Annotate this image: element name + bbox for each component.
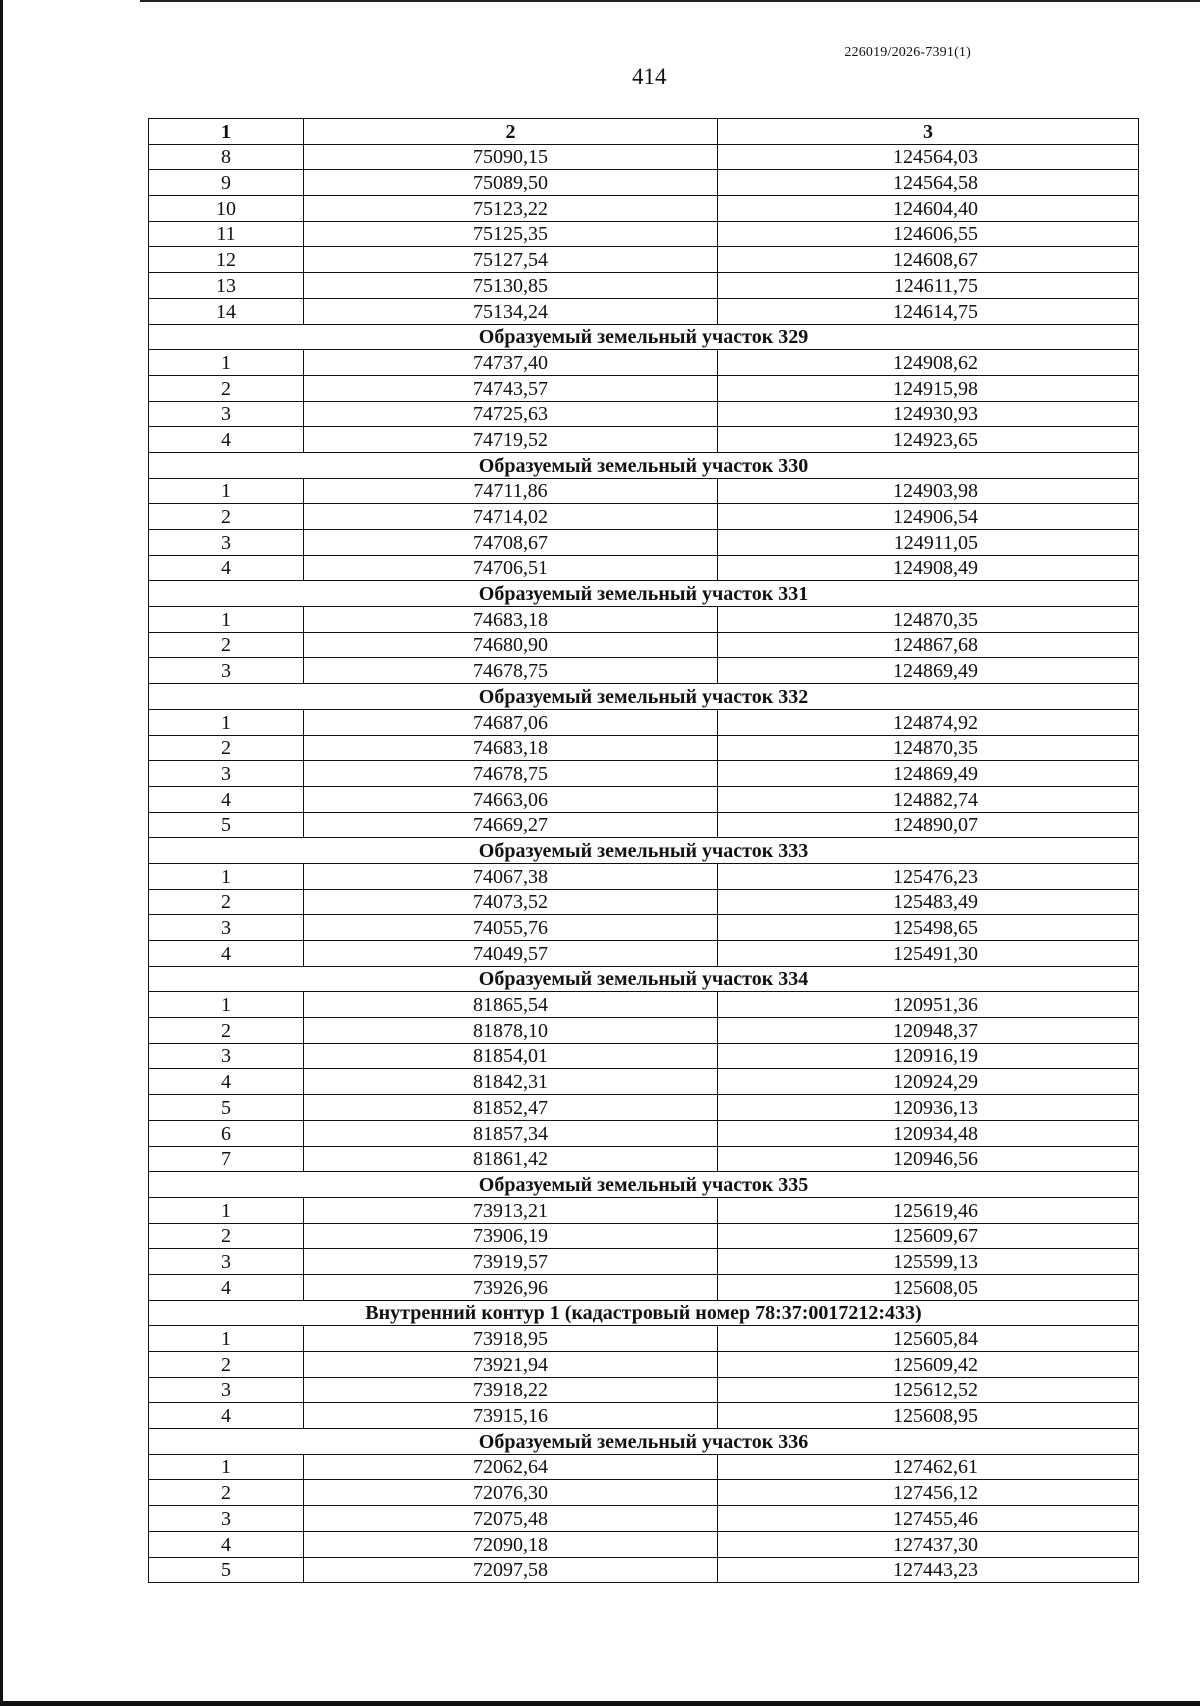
- point-number: 3: [149, 1377, 304, 1403]
- table-row: [149, 1018, 1139, 1044]
- point-number: 3: [149, 530, 304, 556]
- coordinate-x: 81861,42: [304, 1146, 718, 1172]
- document-number: 226019/2026-7391(1): [844, 45, 971, 60]
- table-row: [149, 1506, 1139, 1532]
- table-row: [149, 144, 1139, 170]
- table-row: [149, 196, 1139, 222]
- point-number: 1: [149, 992, 304, 1018]
- section-title-row: [149, 1172, 1139, 1198]
- coordinate-x: 81865,54: [304, 992, 718, 1018]
- coordinate-x: 74663,06: [304, 786, 718, 812]
- table-row: [149, 709, 1139, 735]
- table-row: [149, 786, 1139, 812]
- table-row: [149, 735, 1139, 761]
- coordinate-x: 74687,06: [304, 709, 718, 735]
- coordinate-y: 124611,75: [718, 273, 1139, 299]
- header-col-3: 3: [718, 119, 1139, 145]
- coordinate-y: 125476,23: [718, 863, 1139, 889]
- point-number: 2: [149, 1352, 304, 1378]
- section-title-row: [149, 838, 1139, 864]
- point-number: 3: [149, 761, 304, 787]
- table-row: [149, 941, 1139, 967]
- table-row: [149, 375, 1139, 401]
- coordinate-x: 74073,52: [304, 889, 718, 915]
- table-row: [149, 889, 1139, 915]
- coordinate-y: 120934,48: [718, 1120, 1139, 1146]
- coordinate-y: 124882,74: [718, 786, 1139, 812]
- section-title-row: [149, 324, 1139, 350]
- point-number: 1: [149, 1326, 304, 1352]
- point-number: 2: [149, 1018, 304, 1044]
- coordinate-y: 124870,35: [718, 735, 1139, 761]
- section-title: Образуемый земельный участок 335: [149, 1172, 1139, 1198]
- coordinate-x: 74725,63: [304, 401, 718, 427]
- coordinate-x: 73926,96: [304, 1274, 718, 1300]
- coordinate-y: 124908,49: [718, 555, 1139, 581]
- page-number: 414: [632, 64, 667, 89]
- section-title-row: [149, 452, 1139, 478]
- table-row: [149, 1274, 1139, 1300]
- point-number: 14: [149, 298, 304, 324]
- coordinate-y: 124606,55: [718, 221, 1139, 247]
- coordinate-x: 74708,67: [304, 530, 718, 556]
- coordinate-x: 75090,15: [304, 144, 718, 170]
- table-row: [149, 247, 1139, 273]
- coordinate-x: 74719,52: [304, 427, 718, 453]
- table-row: [149, 658, 1139, 684]
- point-number: 5: [149, 1095, 304, 1121]
- coordinate-y: 124869,49: [718, 658, 1139, 684]
- coordinate-x: 81842,31: [304, 1069, 718, 1095]
- coordinate-x: 75127,54: [304, 247, 718, 273]
- scan-border-top: [140, 0, 1200, 2]
- coordinate-x: 81878,10: [304, 1018, 718, 1044]
- coordinate-y: 124564,58: [718, 170, 1139, 196]
- point-number: 3: [149, 1043, 304, 1069]
- point-number: 1: [149, 478, 304, 504]
- table-row: [149, 427, 1139, 453]
- section-title-row: [149, 581, 1139, 607]
- point-number: 4: [149, 1403, 304, 1429]
- coordinate-x: 73921,94: [304, 1352, 718, 1378]
- coordinate-y: 124614,75: [718, 298, 1139, 324]
- point-number: 7: [149, 1146, 304, 1172]
- coordinate-y: 125483,49: [718, 889, 1139, 915]
- table-row: [149, 504, 1139, 530]
- section-title: Образуемый земельный участок 334: [149, 966, 1139, 992]
- section-title: Образуемый земельный участок 336: [149, 1429, 1139, 1455]
- scan-border-bottom: [0, 1701, 1200, 1706]
- table-row: [149, 401, 1139, 427]
- section-title: Образуемый земельный участок 331: [149, 581, 1139, 607]
- header-col-1: 1: [149, 119, 304, 145]
- coordinate-y: 124867,68: [718, 632, 1139, 658]
- coordinate-y: 124604,40: [718, 196, 1139, 222]
- point-number: 4: [149, 941, 304, 967]
- point-number: 3: [149, 1249, 304, 1275]
- coordinate-x: 74714,02: [304, 504, 718, 530]
- point-number: 9: [149, 170, 304, 196]
- coordinate-x: 74683,18: [304, 607, 718, 633]
- table-row: [149, 812, 1139, 838]
- point-number: 1: [149, 709, 304, 735]
- coordinate-x: 72076,30: [304, 1480, 718, 1506]
- coordinate-x: 73918,95: [304, 1326, 718, 1352]
- table-row: [149, 1069, 1139, 1095]
- coordinate-x: 74711,86: [304, 478, 718, 504]
- coordinate-x: 74669,27: [304, 812, 718, 838]
- table-header-row: [149, 119, 1139, 145]
- table-row: [149, 350, 1139, 376]
- coordinate-y: 125605,84: [718, 1326, 1139, 1352]
- coordinate-y: 124870,35: [718, 607, 1139, 633]
- point-number: 13: [149, 273, 304, 299]
- coordinate-y: 124874,92: [718, 709, 1139, 735]
- point-number: 10: [149, 196, 304, 222]
- coordinate-y: 125608,05: [718, 1274, 1139, 1300]
- coordinate-x: 73915,16: [304, 1403, 718, 1429]
- coordinate-y: 124564,03: [718, 144, 1139, 170]
- coordinate-y: 124903,98: [718, 478, 1139, 504]
- point-number: 2: [149, 1223, 304, 1249]
- coordinate-y: 127462,61: [718, 1454, 1139, 1480]
- table-row: [149, 1531, 1139, 1557]
- coordinate-y: 120916,19: [718, 1043, 1139, 1069]
- scan-border-left: [0, 0, 3, 1706]
- point-number: 4: [149, 786, 304, 812]
- table-row: [149, 1557, 1139, 1583]
- point-number: 1: [149, 607, 304, 633]
- point-number: 5: [149, 812, 304, 838]
- table-row: [149, 1326, 1139, 1352]
- table-body: [149, 144, 1139, 1583]
- point-number: 5: [149, 1557, 304, 1583]
- section-title: Образуемый земельный участок 333: [149, 838, 1139, 864]
- coordinate-x: 74067,38: [304, 863, 718, 889]
- section-title: Внутренний контур 1 (кадастровый номер 78:37:0017212:433): [149, 1300, 1139, 1326]
- coordinates-table: [148, 118, 1139, 1583]
- point-number: 1: [149, 1197, 304, 1223]
- coordinate-x: 81852,47: [304, 1095, 718, 1121]
- coordinate-x: 72062,64: [304, 1454, 718, 1480]
- table-row: [149, 1352, 1139, 1378]
- coordinate-x: 81854,01: [304, 1043, 718, 1069]
- coordinate-y: 124915,98: [718, 375, 1139, 401]
- point-number: 4: [149, 427, 304, 453]
- point-number: 2: [149, 632, 304, 658]
- table-row: [149, 1043, 1139, 1069]
- coordinate-y: 127437,30: [718, 1531, 1139, 1557]
- table-row: [149, 1146, 1139, 1172]
- coordinate-y: 125599,13: [718, 1249, 1139, 1275]
- point-number: 2: [149, 735, 304, 761]
- table-row: [149, 1249, 1139, 1275]
- table-row: [149, 478, 1139, 504]
- point-number: 1: [149, 1454, 304, 1480]
- coordinate-x: 74706,51: [304, 555, 718, 581]
- coordinate-y: 125619,46: [718, 1197, 1139, 1223]
- coordinate-x: 75130,85: [304, 273, 718, 299]
- table-row: [149, 915, 1139, 941]
- coordinate-y: 124911,05: [718, 530, 1139, 556]
- table-row: [149, 530, 1139, 556]
- point-number: 3: [149, 401, 304, 427]
- section-title: Образуемый земельный участок 329: [149, 324, 1139, 350]
- coordinate-x: 74683,18: [304, 735, 718, 761]
- table-row: [149, 555, 1139, 581]
- point-number: 2: [149, 504, 304, 530]
- point-number: 3: [149, 1506, 304, 1532]
- point-number: 1: [149, 350, 304, 376]
- coordinate-y: 125609,67: [718, 1223, 1139, 1249]
- point-number: 6: [149, 1120, 304, 1146]
- table-row: [149, 1120, 1139, 1146]
- coordinate-y: 120951,36: [718, 992, 1139, 1018]
- point-number: 3: [149, 658, 304, 684]
- point-number: 1: [149, 863, 304, 889]
- coordinate-y: 124923,65: [718, 427, 1139, 453]
- point-number: 4: [149, 555, 304, 581]
- coordinate-y: 125612,52: [718, 1377, 1139, 1403]
- point-number: 4: [149, 1069, 304, 1095]
- coordinate-y: 124906,54: [718, 504, 1139, 530]
- coordinate-y: 127455,46: [718, 1506, 1139, 1532]
- point-number: 2: [149, 1480, 304, 1506]
- header-col-2: 2: [304, 119, 718, 145]
- coordinate-x: 73913,21: [304, 1197, 718, 1223]
- coordinate-x: 75125,35: [304, 221, 718, 247]
- point-number: 4: [149, 1274, 304, 1300]
- coordinate-y: 125491,30: [718, 941, 1139, 967]
- section-title: Образуемый земельный участок 332: [149, 684, 1139, 710]
- coordinate-x: 74680,90: [304, 632, 718, 658]
- table-row: [149, 1095, 1139, 1121]
- coordinate-x: 75089,50: [304, 170, 718, 196]
- coordinate-y: 124930,93: [718, 401, 1139, 427]
- point-number: 2: [149, 375, 304, 401]
- section-title: Образуемый земельный участок 330: [149, 452, 1139, 478]
- table-row: [149, 607, 1139, 633]
- point-number: 11: [149, 221, 304, 247]
- coordinate-x: 73906,19: [304, 1223, 718, 1249]
- coordinate-x: 75134,24: [304, 298, 718, 324]
- table-row: [149, 1197, 1139, 1223]
- coordinate-x: 81857,34: [304, 1120, 718, 1146]
- coordinate-y: 125608,95: [718, 1403, 1139, 1429]
- point-number: 4: [149, 1531, 304, 1557]
- table-row: [149, 1377, 1139, 1403]
- section-title-row: [149, 966, 1139, 992]
- table-row: [149, 632, 1139, 658]
- point-number: 3: [149, 915, 304, 941]
- table-row: [149, 992, 1139, 1018]
- coordinate-x: 72075,48: [304, 1506, 718, 1532]
- table-row: [149, 1480, 1139, 1506]
- table-row: [149, 761, 1139, 787]
- coordinate-y: 127443,23: [718, 1557, 1139, 1583]
- table-row: [149, 170, 1139, 196]
- coordinate-x: 72090,18: [304, 1531, 718, 1557]
- coordinate-y: 125498,65: [718, 915, 1139, 941]
- coordinate-y: 124869,49: [718, 761, 1139, 787]
- coordinate-y: 125609,42: [718, 1352, 1139, 1378]
- coordinate-y: 120948,37: [718, 1018, 1139, 1044]
- table-row: [149, 298, 1139, 324]
- coordinate-x: 74678,75: [304, 658, 718, 684]
- coordinate-x: 73918,22: [304, 1377, 718, 1403]
- table-row: [149, 1454, 1139, 1480]
- coordinate-x: 74737,40: [304, 350, 718, 376]
- point-number: 8: [149, 144, 304, 170]
- table-row: [149, 863, 1139, 889]
- point-number: 12: [149, 247, 304, 273]
- table-row: [149, 273, 1139, 299]
- coordinate-x: 73919,57: [304, 1249, 718, 1275]
- coordinate-x: 74049,57: [304, 941, 718, 967]
- coordinate-x: 72097,58: [304, 1557, 718, 1583]
- section-title-row: [149, 684, 1139, 710]
- coordinate-y: 127456,12: [718, 1480, 1139, 1506]
- coordinate-y: 120936,13: [718, 1095, 1139, 1121]
- section-title-row: [149, 1300, 1139, 1326]
- coordinate-y: 124608,67: [718, 247, 1139, 273]
- coordinate-y: 124908,62: [718, 350, 1139, 376]
- table-row: [149, 1403, 1139, 1429]
- table-row: [149, 221, 1139, 247]
- coordinate-x: 75123,22: [304, 196, 718, 222]
- coordinate-y: 124890,07: [718, 812, 1139, 838]
- coordinate-x: 74678,75: [304, 761, 718, 787]
- coordinate-x: 74743,57: [304, 375, 718, 401]
- coordinate-y: 120946,56: [718, 1146, 1139, 1172]
- point-number: 2: [149, 889, 304, 915]
- coordinate-y: 120924,29: [718, 1069, 1139, 1095]
- coordinate-x: 74055,76: [304, 915, 718, 941]
- section-title-row: [149, 1429, 1139, 1455]
- table-row: [149, 1223, 1139, 1249]
